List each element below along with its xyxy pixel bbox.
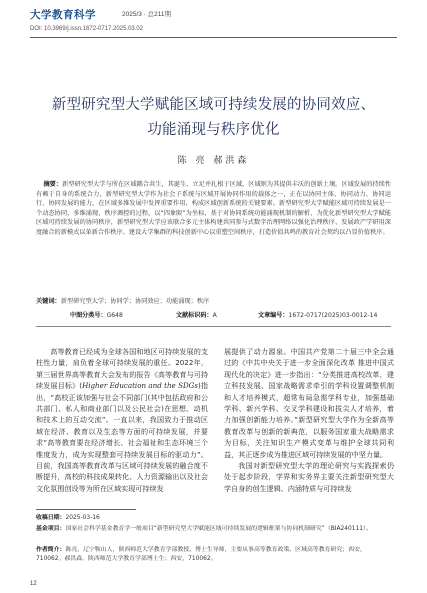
keywords-label: 关键词： bbox=[36, 298, 61, 305]
abstract bbox=[36, 180, 391, 238]
authors: 陈 亮 郝洪森 bbox=[177, 156, 250, 166]
keywords-text: 新型研究型大学；协同学；协同效应；功能涌现；秩序 bbox=[60, 298, 210, 305]
report-title-en: Higher Education and the SDGs bbox=[82, 381, 198, 391]
journal-name: 大学教育科学 bbox=[30, 9, 96, 21]
document-code: 文献标识码：A bbox=[176, 312, 217, 319]
received-date: 收稿日期：2025-03-16 bbox=[36, 515, 100, 521]
title-line-2: 功能涌现与秩序优化 bbox=[147, 122, 280, 138]
body-column-right: 展提供了动力源泉。中国共产党第二十届三中全会通过的《中共中央关于进一步全面深化改革 推进中国式现代化的决定》进一步指出：“分类推进高校改革，建立科技发展、国家战略需求牵引的学科设置调整机制和人才培养模式，超常布局急需学科专业，加强基础学科、新兴学科、交叉学科建设和拔尖人才培养，着力加强创新能力培养。”新型研究型大学作为全新高等教育改革与创新的新典范，以服务国家重大战略需求为目标，关注知识生产模式变革与维护全球共同利益，其正逐步成为推进区域可持续发展的中坚力量。 我国对新型研究型大学的理论研究与实践探索仍处于起步阶段，学界和实务界主要关注新型研究型大学自身的创生逻辑、内涵特质与可持续发 bbox=[224, 347, 394, 493]
footnote-rule bbox=[36, 509, 136, 510]
body-column-left: 高等教育已经成为全球各国和地区可持续发展的支柱性力量，肩负着全球可持续发展的重任。2022年，第三届世界高等教育大会发布的报告《高等教育与可持续发展目标》(Higher Education and the SDGs)指出，“高校正该加强与社会不同部门(其中包括政府和公共部门、私人和商业部门以及公民社会)在思想、动机和技术上的互动交流”。一直以来，我国致力于推动区域在经济、教育以及生态等方面的可持续发展，并要求“高等教育要在经济增长、社会福祉和生态环境三个维度发力，成为实现整套可持续发展目标的驱动力”。目前，我国高等教育改革与区域可持续发展的融合度不断提升，高校的科技成果转化、人力资源输出以及社会文化氛围创设等为所在区域实现可持续发 bbox=[36, 347, 208, 493]
abstract-text: 新型研究型大学与所在区域耦合共生，其诞生、立足并扎根于区域，区域则为其提供丰沃的创新土壤。区域发展的持续性有赖于自身的系统合力，新型研究型大学作为社会子系统与区域开展协同作用的载体之一，正在以协同主体、协同动力、协同运行、协同发展的能力，在区域多维发展中发挥重要作用，构成区域创新系统的关键要素。新型研究型大学赋能区域可持续发展是一个动态协同、多维涌现、秩序调控的过程，以“四象限”为坐标，基于对协同系统功能涌现机制的解析，为优化新型研究型大学赋能区域可持续发展的协同秩序，新型研究型大学应该联合多元主体构建共同参与式数字治理网络以强化治理秩序、发展政产学研用深度融合的新模式以革新合作秩序、建设大学集群的科技创新中心以重塑空间秩序，打造价值共鸣的教育社会契约以凸显价值秩序。 bbox=[36, 181, 392, 236]
fund-info: 基金项目：国家社会科学基金教育学一般项目“新型研究型大学赋能区域可持续发展的逻辑框架与协同机制研究”（BIA240111）。 bbox=[36, 526, 372, 532]
running-header bbox=[30, 8, 397, 22]
title-line-1: 新型研究型大学赋能区域可持续发展的协同效应、 bbox=[51, 97, 376, 113]
author-bio: 作者简介：陈亮，辽宁鞍山人，陕西师范大学教育学部教授、博士生导师，主要从事高等教育政策、区域高等教育研究；西安，710062。郝洪森，陕西师范大学教育学部博士生；西安，710062。 bbox=[36, 547, 366, 562]
abstract-rule bbox=[36, 326, 391, 327]
clc-number: 中图分类号：G648 bbox=[70, 312, 123, 319]
issue-info: 2025/3 · 总211期 bbox=[122, 11, 172, 18]
abstract-label: 摘要： bbox=[43, 181, 63, 188]
doi: DOI: 10.3969/j.issn.1672-0717.2025.03.02 bbox=[30, 26, 144, 32]
page-number: 12 bbox=[30, 581, 37, 587]
keywords bbox=[36, 296, 391, 305]
header-rule bbox=[30, 37, 397, 38]
article-number: 文章编号：1672-0717(2025)03-0012-14 bbox=[258, 312, 378, 319]
